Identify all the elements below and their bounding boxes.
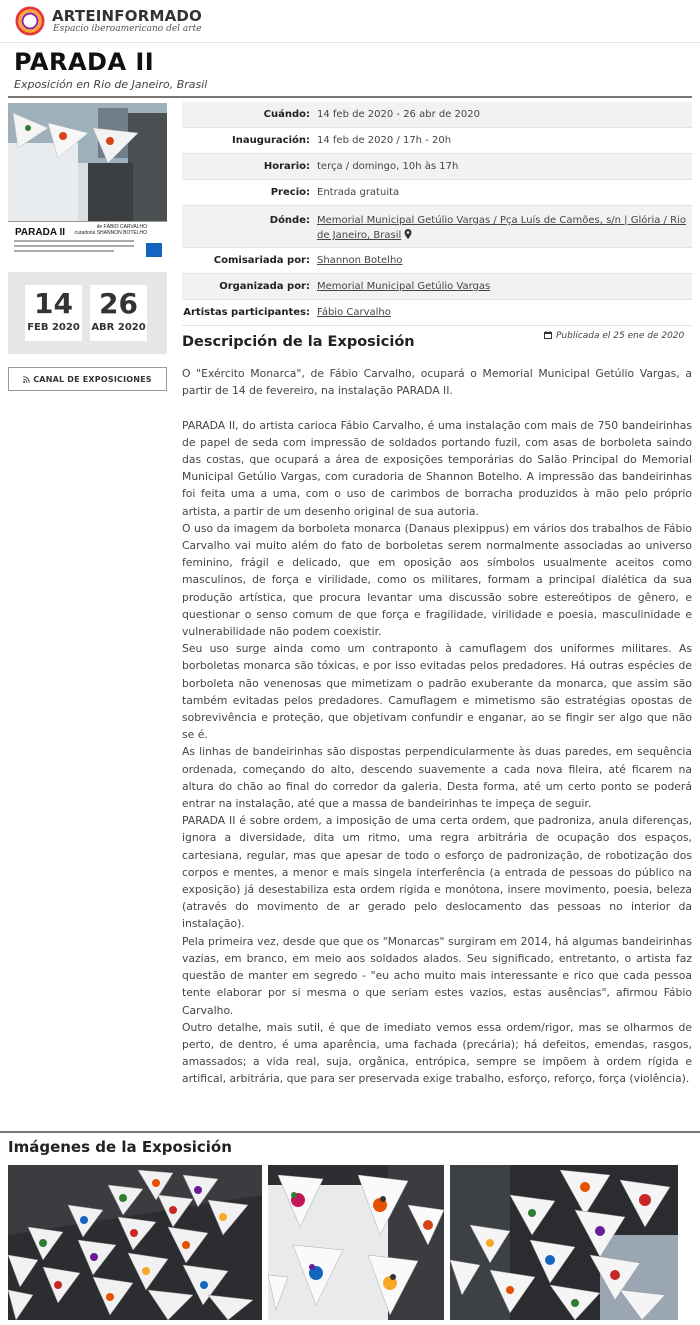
published-date-text: Publicada el 25 ene de 2020 [556, 331, 685, 341]
info-value: 14 feb de 2020 / 17h - 20h [317, 135, 452, 146]
rss-icon [23, 376, 30, 383]
description-paragraph: O uso da imagem da borboleta monarca (Danaus plexippus) em vários dos trabalhos de Fábio Carvalho vai muito além do fato de borboletas serem normalmente associadas ao universo feminino, frágil e delicado, que em oposição aos símbolos usualmente aceitos como masculinos, de força e virilidade, como os militares, formam a principal dialética da sua produção artística, que procura levantar uma discussão sobre estereótipos de gênero, e questionar o senso comum de que força e fragilidade, virilidade e poesia, masculinidade e vulnerabilidade não podem coexistir. [182, 521, 692, 639]
info-label: Comisariada por: [213, 255, 310, 266]
start-date-card [25, 285, 82, 341]
gallery-image-1[interactable] [8, 1165, 262, 1320]
site-header [0, 0, 700, 42]
organizer-link[interactable]: Memorial Municipal Getúlio Vargas [317, 281, 491, 292]
calendar-icon [544, 331, 552, 339]
poster-title: PARADA II [15, 227, 65, 238]
info-label: Precio: [270, 187, 310, 198]
info-row-when [182, 102, 692, 128]
end-month: ABR 2020 [91, 322, 146, 333]
description-paragraph: As linhas de bandeirinhas são dispostas perpendicularmente às duas paredes, em sequência ordenada, começando do alto, descendo suavemente a cada nova fileira, até ficarem na altura do chão ao final do corredor da galeria. Desta forma, até um certo ponto se poderá entrar na instalação, até que a massa de bandeirinhas te impeça de seguir. [182, 745, 692, 811]
curator-link[interactable]: Shannon Botelho [317, 255, 403, 266]
artist-link[interactable]: Fábio Carvalho [317, 307, 391, 318]
description-heading: Descripción de la Exposición [182, 334, 415, 350]
channel-button-label: CANAL DE EXPOSICIONES [33, 374, 152, 384]
channel-button[interactable] [8, 367, 167, 391]
header-divider [0, 42, 700, 43]
info-label: Organizada por: [219, 281, 310, 292]
title-divider [8, 96, 692, 98]
poster-credits [74, 224, 147, 236]
exhibition-poster[interactable] [8, 103, 167, 262]
description-paragraph: PARADA II, do artista carioca Fábio Carvalho, é uma instalação com mais de 750 bandeirinhas de papel de seda com impressão de soldados portando fuzil, com asas de borboleta saindo das costas, que ocupará a área de exposições temporárias do Salão Principal do Memorial Municipal Getúlio Vargas, com curadoria de Shannon Botelho. A impressão das bandeirinhas foi feita uma a uma, com o uso de carimbos de borracha produzidos à mão pelo próprio artista, a partir de um desenho original de sua autoria. [182, 418, 692, 518]
info-value: terça / domingo, 10h às 17h [317, 161, 459, 172]
description-paragraph: Seu uso surge ainda como um contraponto à camuflagem dos uniformes militares. As borboletas monarca são tóxicas, e por isso evitadas pelos predadores. Há outras espécies de borboleta não venenosas que mimetizam o padrão exuberante da monarca, que assim são também evitadas pelos predadores. Camuflagem e mimetismo são estratégias opostas de sobrevivência e proteção, que objetivam confundir e enganar, ao se fingir ser algo que não se é. [182, 642, 692, 742]
gallery-image-2[interactable] [268, 1165, 444, 1320]
info-label: Artistas participantes: [183, 307, 310, 318]
poster-curator: curadoria SHANNON BOTELHO [74, 230, 147, 236]
images-divider [0, 1131, 700, 1133]
date-box [8, 272, 167, 354]
description-paragraph: Pela primeira vez, desde que que os "Monarcas" surgiram em 2014, há algumas bandeirinhas vazias, em branco, em meio aos soldados alados. Seu significado, entretanto, o artista faz questão de manter em segredo - "eu acho muito mais interessante e rico que cada pessoa tente elaborar por si mesma o que seriam estes vazios, estas ausências", afirmou Fábio Carvalho. [182, 934, 692, 1017]
published-date [544, 331, 684, 341]
info-row-opening [182, 128, 692, 154]
poster-artist: de FÁBIO CARVALHO [96, 224, 147, 230]
info-row-price [182, 180, 692, 206]
info-row-curator [182, 248, 692, 274]
gallery-image-3[interactable] [450, 1165, 678, 1320]
end-date-card [90, 285, 147, 341]
images-heading: Imágenes de la Exposición [8, 1138, 232, 1156]
site-tagline: Espacio iberoamericano del arte [53, 24, 202, 34]
info-value: 14 feb de 2020 - 26 abr de 2020 [317, 109, 480, 120]
description-body [182, 365, 692, 1088]
info-value-where [317, 213, 687, 243]
description-paragraph: Outro detalhe, mais sutil, é que de imediato vemos essa ordem/rigor, mas se olharmos de perto, de dentro, é uma aparência, uma fachada (precária); há defeitos, emendas, rasgos, amassados; a vida real, suja, orgânica, entrópica, sempre se impõem à ordem rígida e artifical, arbitrária, que para ser preservada exige trabalho, esforço, reforço, força (violência). [182, 1020, 692, 1086]
start-month: FEB 2020 [27, 322, 80, 333]
info-label: Inauguración: [231, 135, 310, 146]
description-paragraph: O "Exército Monarca", de Fábio Carvalho, ocupará o Memorial Municipal Getúlio Vargas, a partir de 14 de fevereiro, na instalação PARADA II. [182, 367, 692, 398]
end-day: 26 [99, 287, 138, 320]
start-day: 14 [34, 287, 73, 320]
info-row-where [182, 206, 692, 248]
circle-logo-icon[interactable] [14, 5, 46, 37]
description-paragraph: PARADA II é sobre ordem, a imposição de uma certa ordem, que padroniza, anula diferenças, ignora a diversidade, dita um ritmo, uma regra arbitrária de ocupação dos espaços, cartesiana, regular, mas que apesar de todo o esforço de padronização, de robotização dos corpos e mentes, a menor e mais singela interferência (a entrada de pessoas do público na exposição) já desestabiliza esta ordem rígida e monótona, insere movimento, poesia, beleza (através do movimento de ar gerado pelo deslocamento das pessoas no interior da instalação). [182, 814, 692, 931]
poster-image [8, 103, 167, 262]
info-label: Cuándo: [263, 109, 310, 120]
info-row-schedule [182, 154, 692, 180]
info-label: Dónde: [269, 215, 310, 226]
venue-link[interactable]: Memorial Municipal Getúlio Vargas / Pça Luís de Camões, s/n | Glória / Rio de Janeiro, Brasil [317, 215, 686, 241]
page-subtitle: Exposición en Rio de Janeiro, Brasil [14, 78, 208, 91]
info-label: Horario: [263, 161, 310, 172]
page-title: PARADA II [14, 48, 155, 76]
map-pin-icon[interactable] [404, 229, 412, 239]
info-row-artists [182, 300, 692, 326]
site-name[interactable]: ARTEINFORMADO [52, 7, 202, 25]
info-row-organizer [182, 274, 692, 300]
info-value: Entrada gratuita [317, 187, 400, 198]
